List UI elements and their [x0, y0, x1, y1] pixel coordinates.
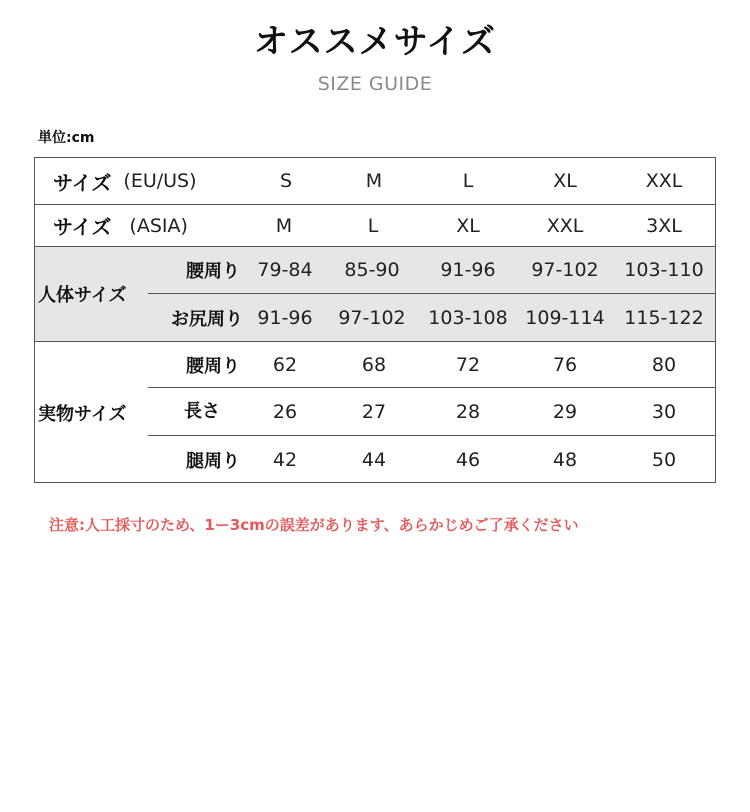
size-header-asia: [53, 205, 188, 246]
size-cell: M: [275, 214, 293, 237]
page-subtitle: SIZE GUIDE: [317, 73, 433, 95]
value-cell: 103-108: [428, 306, 508, 329]
value-cell: 30: [651, 400, 677, 423]
value-cell: 28: [455, 400, 481, 423]
value-cell: 68: [361, 353, 387, 376]
value-cell: 91-96: [440, 259, 496, 281]
row-label-length: 長さ: [184, 401, 220, 422]
size-cell: 3XL: [646, 214, 682, 237]
size-cell: XL: [456, 214, 480, 237]
value-cell: 44: [361, 448, 387, 471]
value-cell: 62: [272, 353, 298, 376]
value-cell: 109-114: [525, 306, 605, 329]
value-cell: 91-96: [257, 306, 313, 329]
size-cell: M: [365, 170, 383, 192]
size-cell: L: [462, 170, 474, 192]
unit-label: 単位:cm: [38, 130, 95, 146]
size-header-sub: (EU/US): [123, 170, 197, 192]
value-cell: 79-84: [257, 259, 313, 281]
value-cell: 42: [272, 448, 298, 471]
value-cell: 29: [552, 400, 578, 423]
value-cell: 26: [272, 400, 298, 423]
size-table: [34, 157, 716, 483]
value-cell: 115-122: [624, 306, 704, 329]
size-cell: XXL: [546, 214, 584, 237]
size-header-label: サイズ: [53, 215, 112, 239]
size-header-eu-us: [53, 158, 197, 204]
value-cell: 85-90: [344, 259, 400, 281]
measurement-note: 注意:人工採寸のため、1ー3cmの誤差があります、あらかじめご了承ください: [49, 516, 579, 534]
size-header-sub: (ASIA): [129, 214, 188, 237]
size-cell: L: [367, 214, 379, 237]
value-cell: 103-110: [624, 259, 704, 281]
group-label-actual-size: 実物サイズ: [38, 403, 127, 425]
row-label-hip: お尻周り: [171, 308, 243, 330]
row-label-waist: 腰周り: [186, 261, 240, 282]
value-cell: 76: [552, 353, 578, 376]
value-cell: 97-102: [531, 259, 599, 281]
group-label-body-size: 人体サイズ: [38, 285, 127, 306]
value-cell: 72: [455, 353, 481, 376]
value-cell: 48: [552, 448, 578, 471]
page-title: オススメサイズ: [254, 22, 496, 62]
value-cell: 27: [361, 400, 387, 423]
row-label-waist: 腰周り: [186, 355, 240, 377]
value-cell: 80: [651, 353, 677, 376]
size-cell: XXL: [645, 170, 683, 192]
value-cell: 50: [651, 448, 677, 471]
value-cell: 46: [455, 448, 481, 471]
value-cell: 97-102: [338, 306, 406, 329]
size-cell: S: [279, 170, 293, 192]
row-label-thigh: 腿周り: [186, 450, 240, 472]
size-cell: XL: [553, 170, 577, 192]
size-header-label: サイズ: [53, 170, 112, 195]
